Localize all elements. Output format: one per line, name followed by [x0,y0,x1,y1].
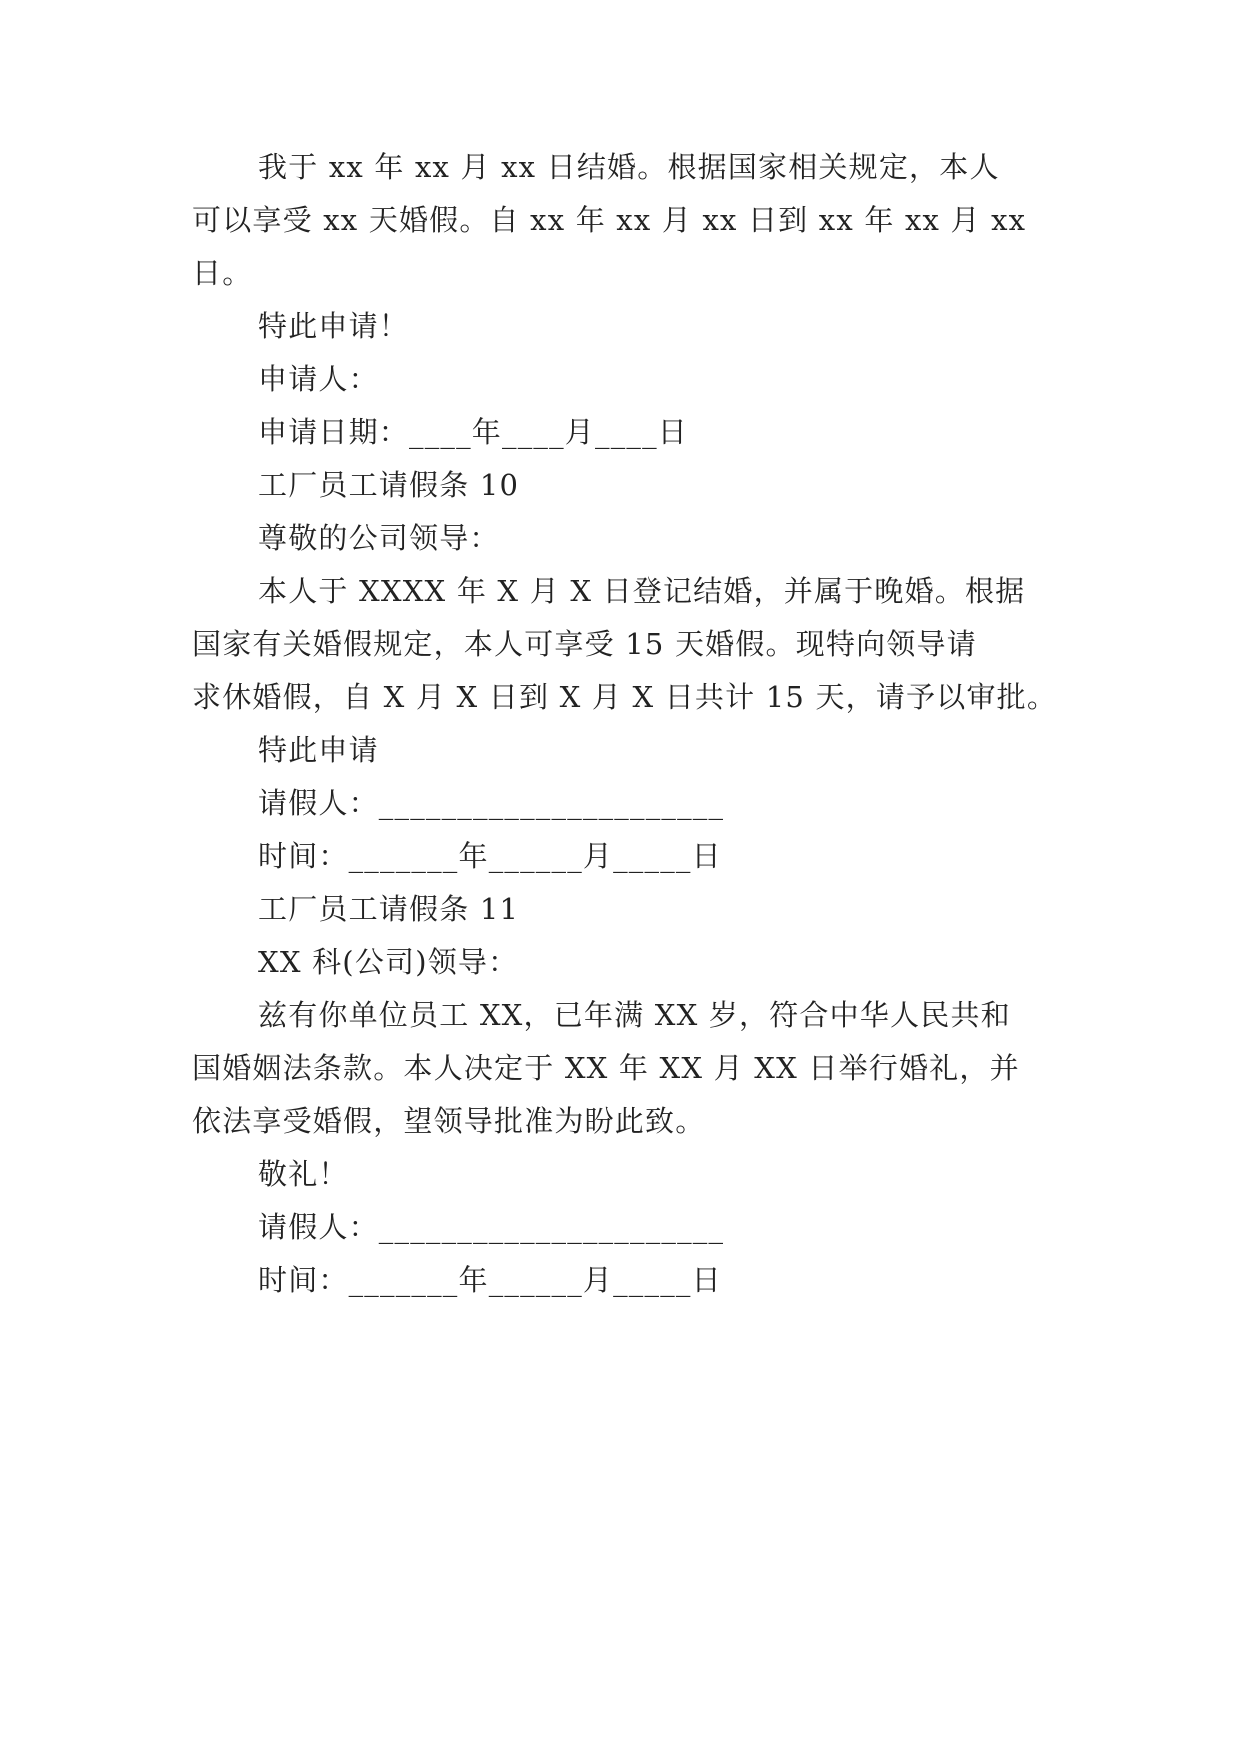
leave-applicant-line: 请假人：______________________ [258,1210,725,1244]
closing-phrase: 特此申请 [258,733,379,767]
closing-phrase: 敬礼！ [258,1157,349,1191]
paragraph-line: 国婚姻法条款。本人决定于 XX 年 XX 月 XX 日举行婚礼，并 [192,1051,1020,1085]
paragraph-line: 可以享受 xx 天婚假。自 xx 年 xx 月 xx 日到 xx 年 xx 月 xx [192,203,1027,237]
section-title: 工厂员工请假条 10 [258,468,520,502]
paragraph-line: 我于 xx 年 xx 月 xx 日结婚。根据国家相关规定，本人 [258,150,1000,184]
paragraph-line: 求休婚假，自 X 月 X 日到 X 月 X 日共计 15 天，请予以审批。 [192,680,1058,714]
paragraph-line: 国家有关婚假规定，本人可享受 15 天婚假。现特向领导请 [192,627,977,661]
paragraph-line: 依法享受婚假，望领导批准为盼此致。 [192,1104,706,1138]
salutation: XX 科(公司)领导： [258,945,519,979]
applicant-line: 申请人： [258,362,379,396]
date-line: 时间：_______年______月_____日 [258,839,722,873]
salutation: 尊敬的公司领导： [258,521,500,555]
date-line: 时间：_______年______月_____日 [258,1263,722,1297]
paragraph-line: 兹有你单位员工 XX，已年满 XX 岁，符合中华人民共和 [258,998,1011,1032]
closing-phrase: 特此申请！ [258,309,410,343]
paragraph-line: 日。 [192,256,253,290]
section-title: 工厂员工请假条 11 [258,892,520,926]
application-date-line: 申请日期：____年____月____日 [258,415,689,449]
paragraph-line: 本人于 XXXX 年 X 月 X 日登记结婚，并属于晚婚。根据 [258,574,1026,608]
leave-applicant-line: 请假人：______________________ [258,786,725,820]
